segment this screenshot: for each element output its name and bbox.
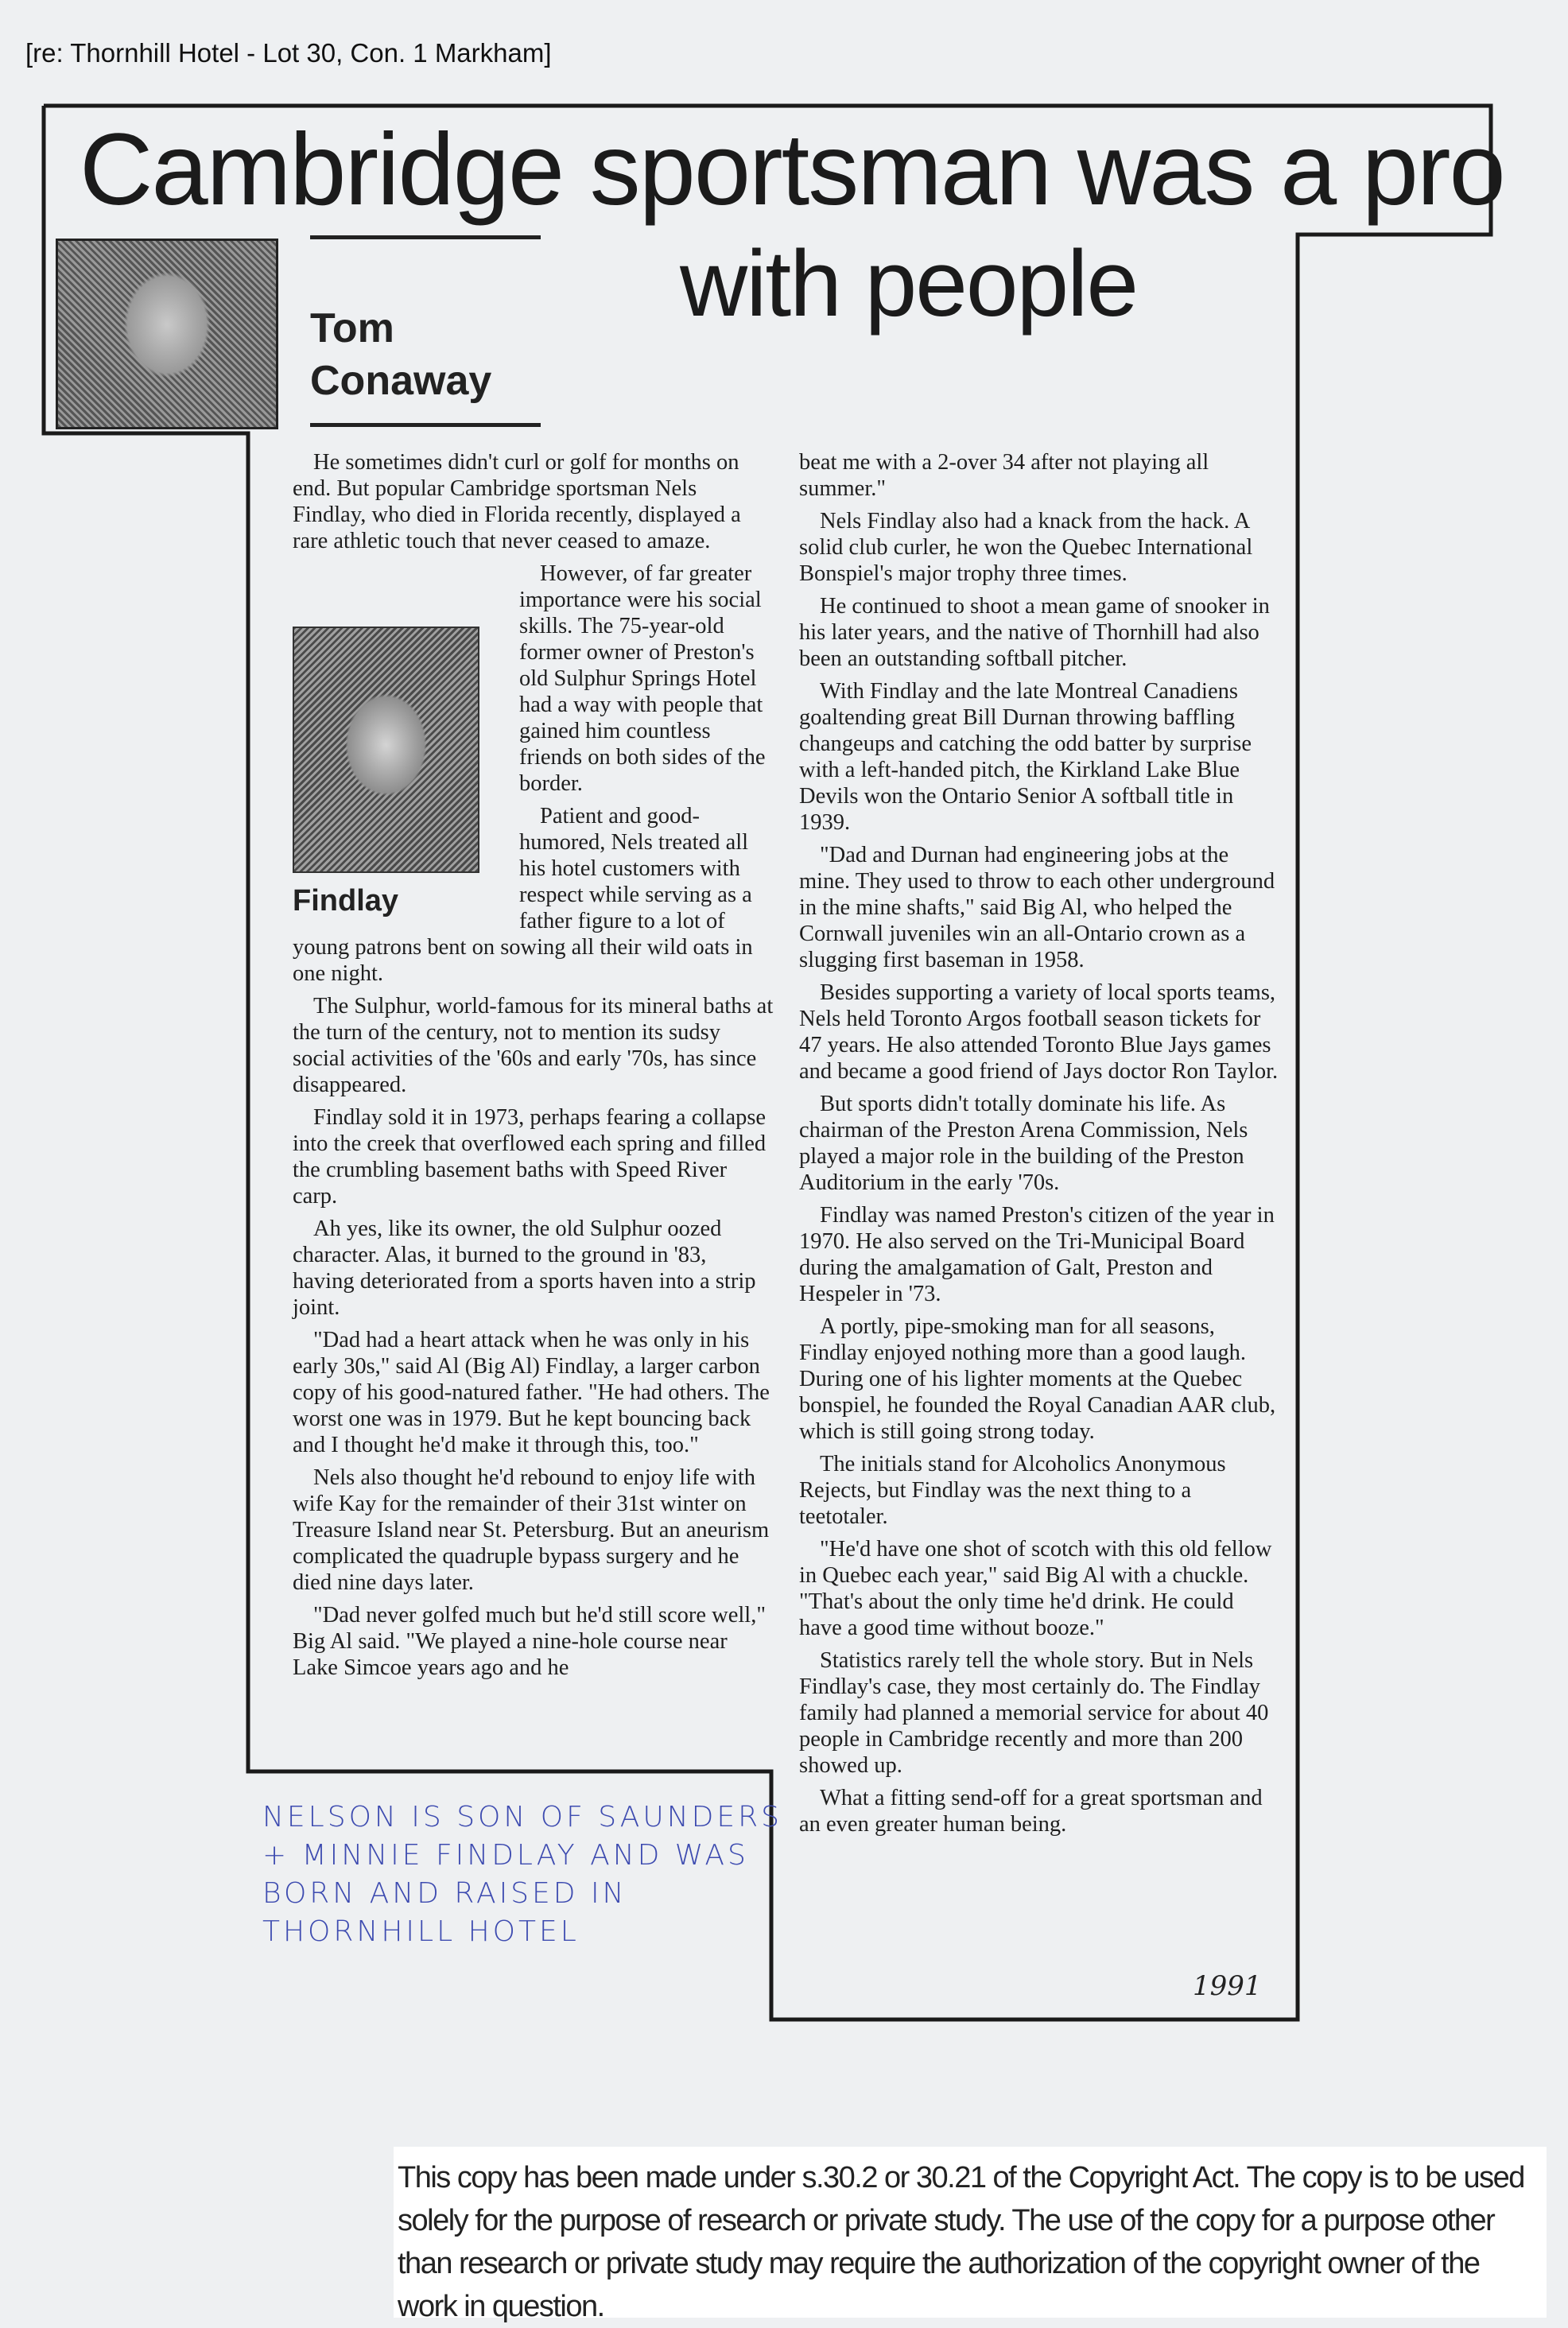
paragraph: A portly, pipe-smoking man for all seasons, Findlay enjoyed nothing more than a good laugh. During one of his lighter moments at the Quebec bonspiel, he founded the Royal Canadian AAR club, which is still going strong today. [799,1314,1276,1444]
paragraph: "Dad and Durnan had engineering jobs at the mine. They used to throw to each other underground in the mine shafts," said Big Al, who helped the Cornwall juveniles win an all-Ontario crown as a slugging first baseman in 1958. [799,843,1275,972]
paragraph: But sports didn't totally dominate his life. As chairman of the Preston Arena Commission, Nels played a major role in the building of the Preston Auditorium in the early '70s. [799,1092,1248,1195]
paragraph: What a fitting send-off for a great sportsman and an even greater human being. [799,1786,1263,1837]
paragraph: Nels Findlay also had a knack from the hack. A solid club curler, he won the Quebec International Bonspiel's major trophy three times. [799,509,1253,586]
handwritten-note: NELSON IS SON OF SAUNDERS + MINNIE FINDLAY AND WAS BORN AND RAISED IN THORNHILL HOTEL [262,1801,783,1948]
headline-line-2: with people [680,231,1137,336]
author-rule-top [310,235,541,239]
paragraph: Ah yes, like its owner, the old Sulphur oozed character. Alas, it burned to the ground in '83, having deteriorated from a sports haven into a strip joint. [293,1216,756,1320]
paragraph: The initials stand for Alcoholics Anonymous Rejects, but Findlay was the next thing to a teetotaler. [799,1452,1226,1529]
paragraph: He sometimes didn't curl or golf for months on end. But popular Cambridge sportsman Nels Findlay, who died in Florida recently, displayed a rare athletic touch that never ceased to amaze. [293,450,741,553]
handwritten-date: 1991 [1193,1970,1262,2002]
article-right-column [799,449,1280,1844]
paragraph: However, of far greater importance were his social skills. The 75-year-old former owner of Preston's old Sulphur Springs Hotel had a way with people that gained him countless friends on both sides of the border. [519,561,766,796]
paragraph: The Sulphur, world-famous for its mineral baths at the turn of the century, not to mention its sudsy social activities of the '60s and early '70s, has since disappeared. [293,994,774,1097]
paragraph: Besides supporting a variety of local sports teams, Nels held Toronto Argos football season tickets for 47 years. He also attended Toronto Blue Jays games and became a good friend of Jays doctor Ron Taylor. [799,980,1279,1084]
author-first-name: Tom [310,305,394,351]
paragraph: Findlay sold it in 1973, perhaps fearing a collapse into the creek that overflowed each spring and filled the crumbling basement baths with Speed River carp. [293,1105,767,1209]
paragraph: beat me with a 2-over 34 after not playing all summer." [799,450,1209,501]
reference-note: [re: Thornhill Hotel - Lot 30, Con. 1 Markham] [25,38,552,68]
paragraph: "Dad never golfed much but he'd still score well," Big Al said. "We played a nine-hole course near Lake Simcoe years ago and he [293,1603,766,1680]
author-byline [310,302,491,407]
paragraph: With Findlay and the late Montreal Canadiens goaltending great Bill Durnan throwing baffling changeups and catching the odd batter by surprise with a left-handed pitch, the Kirkland Lake Blue Devils won the Ontario Senior A softball title in 1939. [799,679,1252,835]
paragraph: Patient and good-humored, Nels treated all his hotel customers with respect while serving as a father figure to a lot of young patrons bent on sowing all their wild oats in one night. [293,804,753,986]
paragraph: Findlay was named Preston's citizen of the year in 1970. He also served on the Tri-Municipal Board during the amalgamation of Galt, Preston and Hespeler in '73. [799,1203,1275,1306]
paragraph: "He'd have one shot of scotch with this old fellow in Quebec each year," said Big Al with a chuckle. "That's about the only time he'd drink. He could have a good time without booze." [799,1537,1272,1640]
paragraph: "Dad had a heart attack when he was only in his early 30s," said Al (Big Al) Findlay, a larger carbon copy of his good-natured father. "He had others. The worst one was in 1979. But he kept bouncing back and I thought he'd make it through this, too." [293,1328,770,1457]
headline-line-1: Cambridge sportsman was a pro [80,113,1504,227]
author-rule-bottom [310,423,541,427]
article-left-column [293,449,774,1687]
paragraph: He continued to shoot a mean game of snooker in his later years, and the native of Thornhill had also been an outstanding softball pitcher. [799,594,1270,671]
author-photo [56,239,278,429]
author-last-name: Conaway [310,358,492,404]
copyright-notice: This copy has been made under s.30.2 or 30.21 of the Copyright Act. The copy is to be used solely for the purpose of research or private study. The use of the copy for a purpose other than research or private study may require the authorization of the copyright owner of the work in question. [398,2161,1524,2323]
paragraph: Statistics rarely tell the whole story. But in Nels Findlay's case, they most certainly do. The Findlay family had planned a memorial service for about 40 people in Cambridge recently and more than 200 showed up. [799,1648,1269,1778]
paragraph: Nels also thought he'd rebound to enjoy life with wife Kay for the remainder of their 31st winter on Treasure Island near St. Petersburg. But an aneurism complicated the quadruple bypass surgery and he died nine days later. [293,1465,770,1595]
photo-caption: Findlay [293,884,399,918]
